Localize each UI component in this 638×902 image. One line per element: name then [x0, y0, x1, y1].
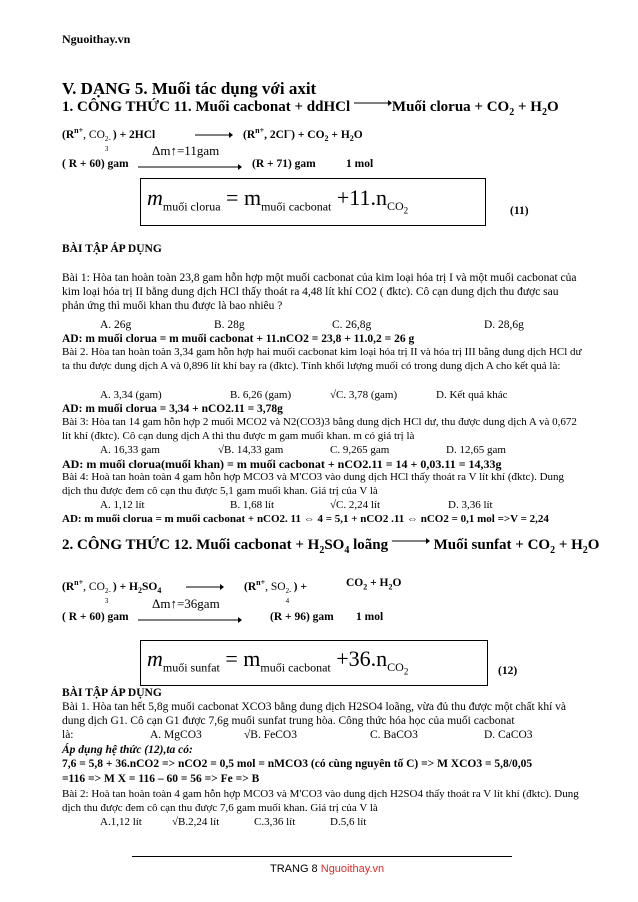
- page-footer: [270, 863, 384, 875]
- exercise-2-text: Bài 2. Hòa tan hoàn toàn 3,34 gam hỗn hợp hai muối cacbonat kim loại hóa trị II và hóa trị III bằng dung dịch HCl dư ta thu được dung dịch A và 0,896 lít khí bay ra (đktc). Tính khối lượng muối có trong dung dịch A cho kết quả là:: [62, 346, 582, 372]
- arrow-icon: [138, 158, 242, 176]
- formula-12-expression: $m_{muối sunfat} = m_{muối cacbonat} +36.n_{CO_2}$: [147, 646, 409, 677]
- exercises-heading: BÀI TẬP ÁP DỤNG: [62, 243, 162, 255]
- exercise-3-option-b: √B. 14,33 gam: [218, 444, 284, 456]
- f12-exercise-1-solution-2: =116 => M X = 116 – 60 = 56 => Fe => B: [62, 773, 260, 785]
- exercise-1-option-c: C. 26,8g: [332, 319, 372, 331]
- formula-11-expression: $m_{muối clorua} = m_{muối cacbonat} +11.n_{CO_2}$: [147, 185, 409, 216]
- f12-exercise-1-text: Bài 1. Hòa tan hết 5,8g muối cacbonat XCO3 bằng dung dịch H2SO4 loãng, vừa đủ thu được một chất khí và dung dịch G1. Cô cạn G1 được 7,6g muối sunfat trung hòa. Công thức hóa học của muối cacbonat: [62, 701, 567, 727]
- f12-exercise-1-option-b: √B. FeCO3: [244, 729, 297, 741]
- f12-exercise-1-option-a: A. MgCO3: [150, 729, 202, 741]
- f12-exercise-1-apply: Áp dụng hệ thức (12),ta có:: [62, 744, 193, 756]
- arrow-icon: [392, 533, 430, 550]
- f12-exercise-1-la: là:: [62, 729, 74, 741]
- formula-11-mass-left: ( R + 60) gam: [62, 158, 129, 170]
- footer-site-link[interactable]: Nguoithay.vn: [320, 863, 385, 875]
- arrow-icon: [186, 578, 224, 596]
- formula-12-mol: 1 mol: [356, 611, 384, 623]
- exercise-4-option-b: B. 1,68 lít: [230, 499, 275, 511]
- exercises-heading-2: BÀI TẬP ÁP DỤNG: [62, 687, 162, 699]
- arrow-icon: [195, 126, 233, 144]
- exercise-2-answer: AD: m muối clorua = 3,34 + nCO2.11 = 3,78g: [62, 403, 283, 415]
- formula-12-title: 2. CÔNG THỨC 12. Muối cacbonat + $H_2SO_4$ loãng Muối sunfat + $CO_2 + H_2O$: [62, 537, 599, 556]
- page-number-label: TRANG 8: [270, 863, 318, 875]
- formula-11-mass-right: (R + 71) gam: [252, 158, 316, 170]
- exercise-4-option-d: D. 3,36 lít: [448, 499, 493, 511]
- delta-mass-label: Δm↑=11gam: [152, 143, 220, 158]
- exercise-1-answer: AD: m muối clorua = m muối cacbonat + 11.nCO2 = 23,8 + 11.0,2 = 26 g: [62, 333, 415, 345]
- exercise-3-text: Bài 3: Hòa tan 14 gam hỗn hợp 2 muối MCO2 và N2(CO3)3 bằng dung dịch HCl dư, thu được dung dịch A và 0,672 lít khí (đktc). Cô cạn dung dịch A thì thu được m gam muối khan. m có giá trị là: [62, 416, 577, 442]
- f12-exercise-1-option-d: D. CaCO3: [484, 729, 533, 741]
- footer-divider: [132, 856, 512, 857]
- exercise-2-option-c: √C. 3,78 (gam): [330, 389, 398, 401]
- exercise-3-option-c: C. 9,265 gam: [330, 444, 390, 456]
- exercise-2-option-d: D. Kết quả khác: [436, 389, 508, 401]
- formula-11-ion-equation: ($R^{n+}$, CO 2- 3 ) + 2HCl: [62, 126, 156, 153]
- f12-exercise-1-option-c: C. BaCO3: [370, 729, 418, 741]
- exercise-1-option-a: A. 26g: [100, 319, 132, 331]
- exercise-1-option-b: B. 28g: [214, 319, 245, 331]
- exercise-3-option-a: A. 16,33 gam: [100, 444, 160, 456]
- site-header: Nguoithay.vn: [62, 32, 131, 46]
- formula-12-gas-water: $CO_2 + H_2O$: [346, 577, 402, 592]
- formula-11-products: ($R^{n+}$, $2Cl^-) + CO_2 + H_2O$: [243, 126, 363, 144]
- arrow-icon: [138, 611, 242, 629]
- exercise-3-answer: AD: m muối clorua(muối khan) = m muối cacbonat + nCO2.11 = 14 + 0,03.11 = 14,33g: [62, 457, 502, 471]
- exercise-2-option-a: A. 3,34 (gam): [100, 389, 162, 401]
- exercise-4-answer: AD: m muối clorua = m muối cacbonat + nCO2. 11 ⇔ 4 = 5,1 + nCO2 .11 ⇔ nCO2 = 0,1 mol =>V = 2,24: [62, 513, 549, 525]
- exercise-1-option-d: D. 28,6g: [484, 319, 524, 331]
- formula-12-mass-right: (R + 96) gam: [270, 611, 334, 623]
- formula-12-ion-equation: ($R^{n+}$, CO 2- 3 ) + $H_2SO_4$: [62, 578, 162, 605]
- f12-exercise-2-option-b: √B.2,24 lít: [172, 816, 220, 828]
- section-title: V. DẠNG 5. Muối tác dụng với axit: [62, 79, 317, 98]
- formula-12-number: (12): [498, 665, 518, 677]
- f12-exercise-2-option-d: D.5,6 lít: [330, 816, 367, 828]
- exercise-4-option-a: A. 1,12 lít: [100, 499, 145, 511]
- formula-12-box: [140, 640, 488, 686]
- formula-11-title: 1. CÔNG THỨC 11. Muối cacbonat + ddHCl Muối clorua + $CO_2 + H_2O$: [62, 99, 559, 118]
- formula-12-mass-left: ( R + 60) gam: [62, 611, 129, 623]
- exercise-4-text: Bài 4: Hoà tan hoàn toàn 4 gam hỗn hợp MCO3 và M'CO3 vào dung dịch HCl thấy thoát ra V lít khí (đktc). Dung dịch thu được đem cô cạn thu được 5,1 gam muối khan. Giá trị của V là: [62, 471, 565, 497]
- delta-mass-label: Δm↑=36gam: [152, 596, 220, 611]
- f12-exercise-2-option-c: C.3,36 lít: [254, 816, 296, 828]
- formula-11-box: [140, 178, 486, 226]
- exercise-4-option-c: √C. 2,24 lít: [330, 499, 381, 511]
- formula-12-products: ($R^{n+}$, SO 2- 4 ) +: [244, 578, 307, 605]
- formula-11-number: (11): [510, 205, 529, 217]
- exercise-3-option-d: D. 12,65 gam: [446, 444, 506, 456]
- formula-11-mol: 1 mol: [346, 158, 374, 170]
- f12-exercise-1-solution-1: 7,6 = 5,8 + 36.nCO2 => nCO2 = 0,5 mol = nMCO3 (có cùng nguyên tố C) => M XCO3 = 5,8/0,05: [62, 758, 533, 770]
- f12-exercise-2-text: Bài 2: Hoà tan hoàn toàn 4 gam hỗn hợp MCO3 và M'CO3 vào dung dịch H2SO4 thấy thoát ra V lít khí (đktc). Dung dịch thu được đem cô cạn thu được 7,6 gam muối khan. Giá trị của V là: [62, 788, 579, 814]
- exercise-1-text: Bài 1: Hòa tan hoàn toàn 23,8 gam hỗn hợp một muối cacbonat của kim loại hóa trị I và một muối cacbonat của kim loại hóa trị II bằng dung dịch HCl thấy thoát ra 4,48 lít khí CO2 ( đktc). Cô cạn dung dịch thu được sau phản ứng thì muối khan thu được là bao nhiêu ?: [62, 272, 577, 312]
- exercise-2-option-b: B. 6,26 (gam): [230, 389, 292, 401]
- f12-exercise-2-option-a: A.1,12 lít: [100, 816, 142, 828]
- arrow-icon: [354, 95, 392, 112]
